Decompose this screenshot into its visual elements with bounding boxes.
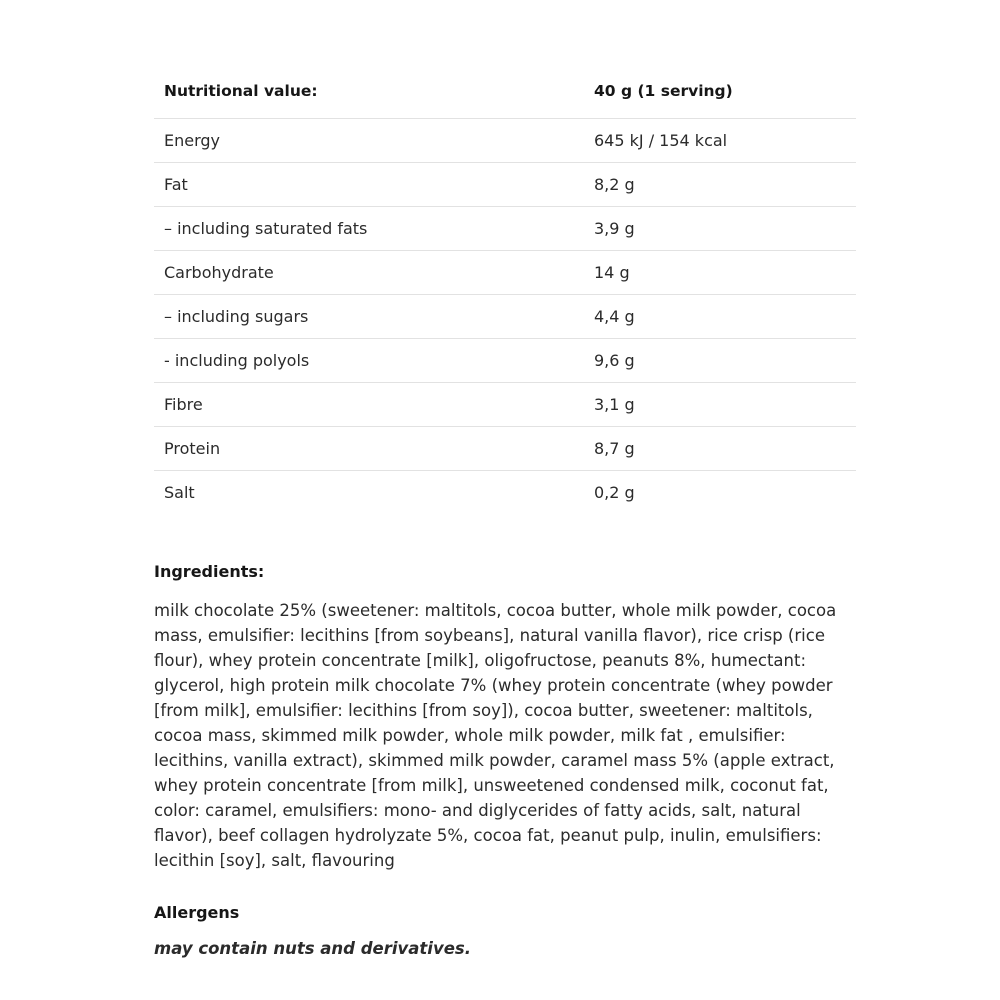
table-row [154,382,856,426]
nutrient-value: 14 g [594,250,856,294]
allergens-title: Allergens [154,903,240,922]
nutrient-value: 8,7 g [594,426,856,470]
nutrient-value: 3,9 g [594,206,856,250]
table-row [154,250,856,294]
nutrition-header-label: Nutritional value: [164,81,318,100]
nutrient-label: Carbohydrate [154,250,594,294]
nutrient-value: 3,1 g [594,382,856,426]
table-row [154,118,856,162]
nutrition-table-body [154,78,856,514]
table-row [154,470,856,514]
table-row [154,206,856,250]
nutrient-label: - including polyols [154,338,594,382]
nutrient-value: 4,4 g [594,294,856,338]
nutrient-value: 645 kJ / 154 kcal [594,118,856,162]
nutrient-label: Salt [154,470,594,514]
nutrient-label: Energy [154,118,594,162]
nutrition-header-value: 40 g (1 serving) [594,81,733,100]
nutrition-table-header-row [154,78,856,118]
table-row [154,426,856,470]
nutrient-label: – including saturated fats [154,206,594,250]
nutrient-label: Fibre [154,382,594,426]
nutrient-value: 0,2 g [594,470,856,514]
ingredients-text: milk chocolate 25% (sweetener: maltitols, cocoa butter, whole milk powder, cocoa mass, emulsifier: lecithins [from soybeans], natural vanilla flavor), rice crisp (rice flour), whey protein concentrate [milk], oligofructose, peanuts 8%, humectant: glycerol, high protein milk chocolate 7% (whey protein concentrate (whey powder [from milk], emulsifier: lecithins [from soy]), cocoa butter, sweetener: maltitols, cocoa mass, skimmed milk powder, whole milk powder, milk fat , emulsifier: lecithins, vanilla extract), skimmed milk powder, caramel mass 5% (apple extract, whey protein concentrate [from milk], unsweetened condensed milk, coconut fat, color: caramel, emulsifiers: mono- and diglycerides of fatty acids, salt, natural flavor), beef collagen hydrolyzate 5%, cocoa fat, peanut pulp, inulin, emulsifiers: lecithin [soy], salt, flavouring [154,601,837,870]
nutrition-table [154,78,856,514]
table-row [154,338,856,382]
table-row [154,294,856,338]
allergens-text: may contain nuts and derivatives. [154,939,471,958]
nutrient-label: Protein [154,426,594,470]
nutrient-label: – including sugars [154,294,594,338]
nutrient-label: Fat [154,162,594,206]
ingredients-title: Ingredients: [154,562,265,581]
nutrient-value: 9,6 g [594,338,856,382]
nutrient-value: 8,2 g [594,162,856,206]
table-row [154,162,856,206]
content-wrapper [154,78,846,958]
